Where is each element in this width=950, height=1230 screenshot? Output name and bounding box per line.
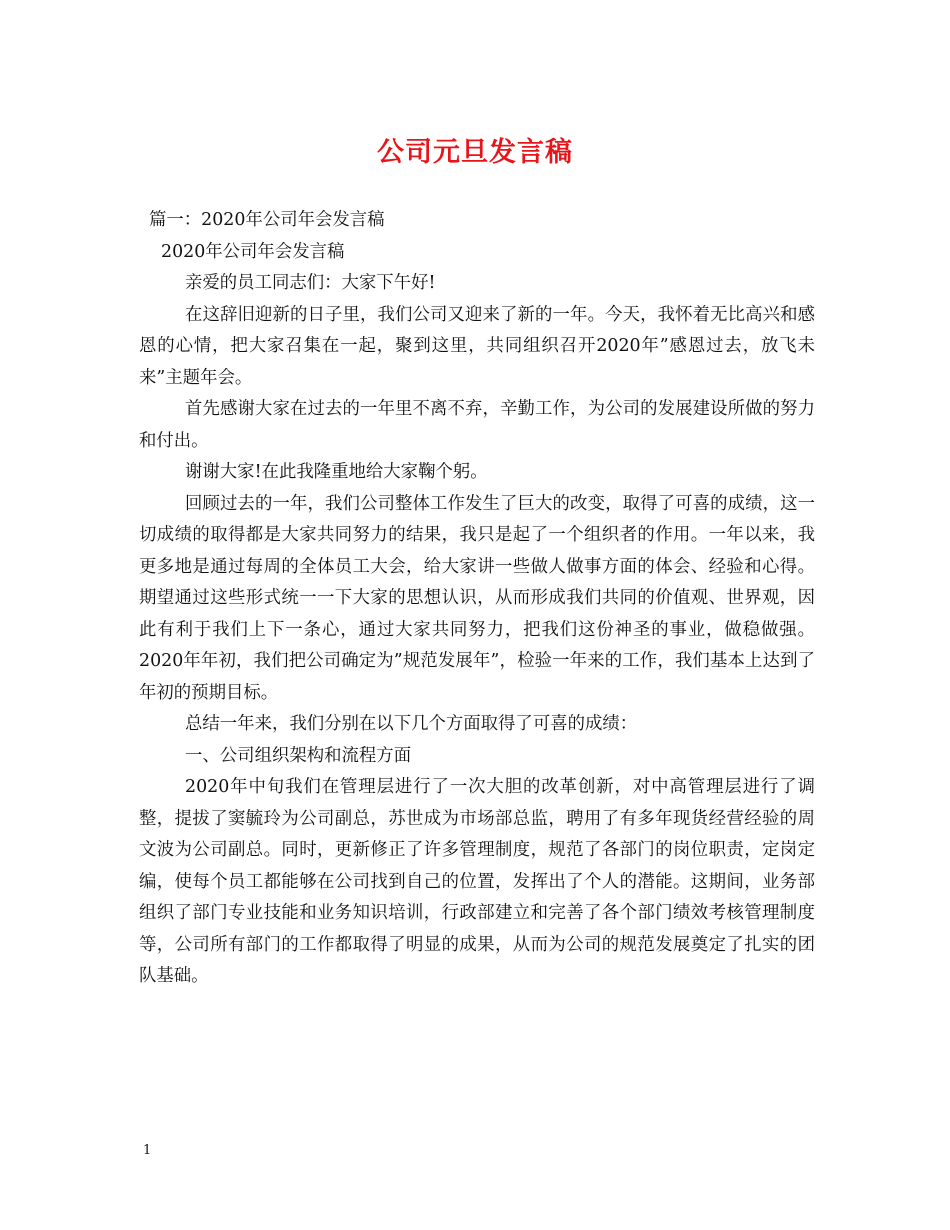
paragraph: 2020年中旬我们在管理层进行了一次大胆的改革创新，对中高管理层进行了调整，提拔了窦毓玲为公司副总，苏世成为市场部总监，聘用了有多年现货经营经验的周文波为公司副总。同时，更新修正了许多管理制度，规范了各部门的岗位职责，定岗定编，使每个员工都能够在公司找到自己的位置，发挥出了个人的潜能。这期间，业务部组织了部门专业技能和业务知识培训，行政部建立和完善了各个部门绩效考核管理制度等，公司所有部门的工作都取得了明显的成果，从而为公司的规范发展奠定了扎实的团队基础。 xyxy=(139,777,815,986)
paragraph: 在这辞旧迎新的日子里，我们公司又迎来了新的一年。今天，我怀着无比高兴和感恩的心情，把大家召集在一起，聚到这里，共同组织召开2020年”感恩过去，放飞未来”主题年会。 xyxy=(139,304,815,388)
subsection-heading: 一、公司组织架构和流程方面 xyxy=(185,745,412,766)
paragraph: 2020年公司年会发言稿 xyxy=(161,241,345,262)
document-body xyxy=(139,205,815,993)
paragraph: 亲爱的员工同志们：大家下午好! xyxy=(185,273,436,293)
page-number: 1 xyxy=(143,1143,152,1158)
paragraph: 首先感谢大家在过去的一年里不离不弃，辛勤工作，为公司的发展建设所做的努力和付出。 xyxy=(139,399,815,451)
document-title: 公司元旦发言稿 xyxy=(377,137,573,168)
paragraph: 回顾过去的一年，我们公司整体工作发生了巨大的改变，取得了可喜的成绩，这一切成绩的取得都是大家共同努力的结果，我只是起了一个组织者的作用。一年以来，我更多地是通过每周的全体员工大会，给大家讲一些做人做事方面的体会、经验和心得。期望通过这些形式统一一下大家的思想认识，从而形成我们共同的价值观、世界观，因此有利于我们上下一条心，通过大家共同努力，把我们这份神圣的事业，做稳做强。2020年年初，我们把公司确定为”规范发展年”，检验一年来的工作，我们基本上达到了年初的预期目标。 xyxy=(139,493,815,703)
paragraph: 谢谢大家!在此我隆重地给大家鞠个躬。 xyxy=(185,462,488,482)
section-heading: 篇一：2020年公司年会发言稿 xyxy=(149,210,385,230)
paragraph: 总结一年来，我们分别在以下几个方面取得了可喜的成绩： xyxy=(185,714,638,734)
